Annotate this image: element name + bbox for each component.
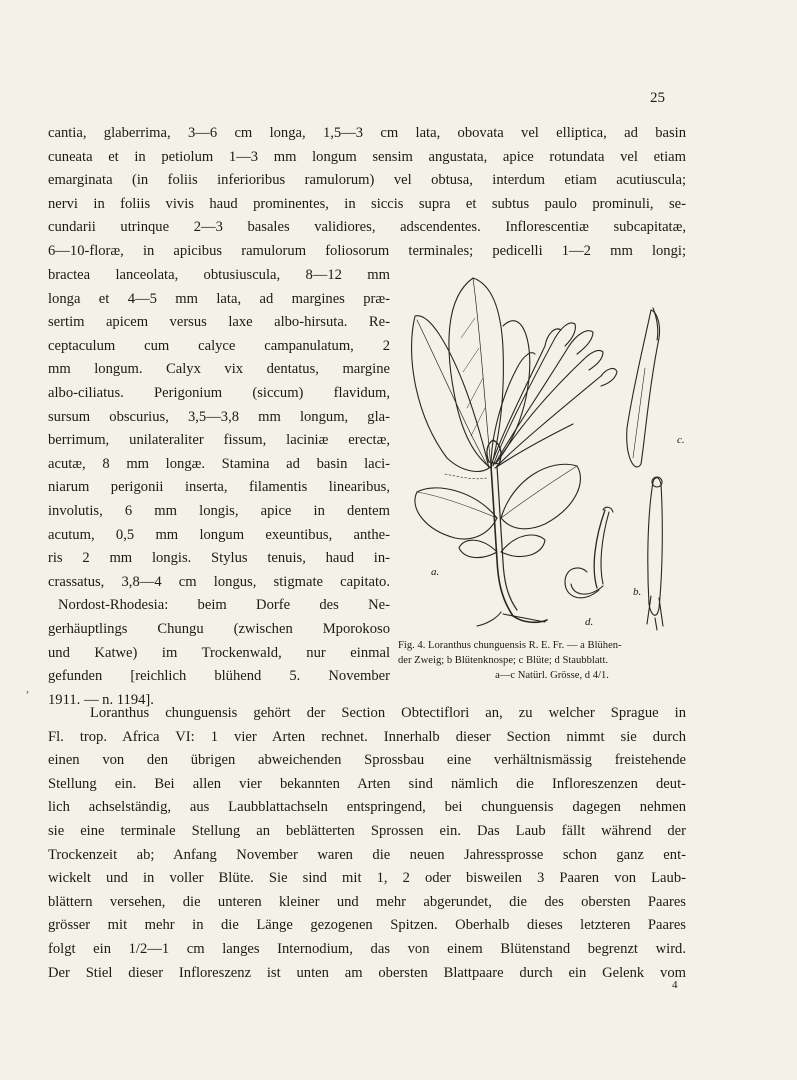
figure-illustration <box>405 268 717 638</box>
figure-label-d: d. <box>585 616 594 628</box>
caption-line: der Zweig; b Blütenknospe; c Blüte; d Staubblatt. <box>398 655 609 666</box>
text-line: Der Stiel dieser Infloreszenz ist unten am obersten Blattpaare durch ein Gelenk vom <box>48 964 686 981</box>
text-line: bractea lanceolata, obtusiuscula, 8—12 mm <box>48 267 390 283</box>
text-line: grösser mit mehr in die Länge gezogenen Spitzen. Oberhalb dieses letzteren Paares <box>48 917 686 934</box>
text-line: sie eine terminale Stellung an beblätterten Sprossen ein. Das Laub fällt während der <box>48 822 686 839</box>
page-number: 25 <box>650 90 665 106</box>
text-line: mm longum. Calyx vix dentatus, margine <box>48 361 390 378</box>
text-line: longa et 4—5 mm lata, ad margines præ- <box>48 290 390 307</box>
text-line: cantia, glaberrima, 3—6 cm longa, 1,5—3 cm lata, obovata vel elliptica, ad basin <box>48 125 686 141</box>
figure-label-b: b. <box>633 586 642 598</box>
figure-caption <box>398 638 706 683</box>
text-line: emarginata (in foliis inferioribus ramulorum) vel obtusa, interdum etiam acutiuscula; <box>48 172 686 189</box>
text-line: niarum perigonii inserta, filamentis linearibus, <box>48 479 390 496</box>
body-text-top <box>48 122 686 264</box>
text-line: ceptaculum cum calyce campanulatum, 2 <box>48 337 390 354</box>
text-line: crassatus, 3,8—4 cm longus, stigmate capitato. <box>48 573 390 590</box>
text-line: gerhäuptlings Chungu (zwischen Mporokoso <box>48 620 390 637</box>
text-line: wickelt und in voller Blüte. Sie sind mit 1, 2 oder bisweilen 3 Paaren von Laub- <box>48 870 686 887</box>
text-line: sursum obscurius, 3,5—3,8 mm longum, gla- <box>48 408 390 425</box>
text-line: acutæ, 8 mm longæ. Stamina ad basin laci- <box>48 455 390 472</box>
text-line: 1911. — n. 1194]. <box>48 691 154 708</box>
text-line: berrimum, unilateraliter fissum, laciniæ erectæ, <box>48 432 390 449</box>
text-line: ris 2 mm longis. Stylus tenuis, haud in- <box>48 550 390 567</box>
text-line: involutis, 6 mm longis, apice in dentem <box>48 502 390 519</box>
margin-mark: , <box>26 681 29 695</box>
figure-label-c: c. <box>677 434 685 446</box>
text-line: Nordost-Rhodesia: beim Dorfe des Ne- <box>58 597 390 614</box>
caption-line: a—c Natürl. Grösse, d 4/1. <box>495 670 609 681</box>
text-line: 6—10-floræ, in apicibus ramulorum foliosorum terminales; pedicelli 1—2 mm longi; <box>48 242 686 259</box>
figure-label-a: a. <box>431 566 440 578</box>
text-line: gefunden [reichlich blühend 5. November <box>48 668 390 685</box>
text-line: sertim apicem versus laxe albo-hirsuta. Re- <box>48 314 390 331</box>
text-line: acutum, 0,5 mm longum exeuntibus, anthe- <box>48 526 390 543</box>
text-line: und Katwe) im Trockenwald, nur einmal <box>48 644 390 661</box>
body-text-left-column <box>48 264 390 712</box>
text-line: blättern versehen, die unteren kleiner und mehr abgerundet, die des obersten Paares <box>48 893 686 910</box>
text-line: Fl. trop. Africa VI: 1 vier Arten rechnet. Innerhalb dieser Section nimmt sie durch <box>48 728 686 745</box>
loranthus-drawing <box>405 268 717 638</box>
body-text-bottom <box>48 702 686 985</box>
text-line: cundarii utrinque 2—3 basales validiores, adscendentes. Inflorescentiæ subcapitatæ, <box>48 219 686 236</box>
text-line: cuneata et in petiolum 1—3 mm longum sensim angustata, apice rotundata vel etiam <box>48 148 686 165</box>
text-line: folgt ein 1/2—1 cm langes Internodium, das von einem Blütenstand begrenzt wird. <box>48 940 686 957</box>
text-line: albo-ciliatus. Perigonium (siccum) flavidum, <box>48 384 390 401</box>
signature-mark: 4 <box>672 979 678 991</box>
text-line: nervi in foliis vivis haud prominentes, in siccis supra et subtus paulo prominuli, se- <box>48 195 686 212</box>
text-line: Stellung ein. Bei allen vier bekannten Arten sind nämlich die Infloreszenzen deut- <box>48 775 686 792</box>
caption-line: Fig. 4. Loranthus chunguensis R. E. Fr. — a Blühen- <box>398 640 622 651</box>
text-line: einen von den übrigen abweichenden Sprossbau eine verhältnismässig freistehende <box>48 752 686 769</box>
text-line: Trockenzeit ab; Anfang November waren die neuen Jahressprosse schon ganz ent- <box>48 846 686 863</box>
text-line: Loranthus chunguensis gehört der Section Obtectiflori an, zu welcher Sprague in <box>90 705 686 721</box>
text-line: lich achselständig, aus Laubblattachseln entspringend, bei chunguensis dagegen nehmen <box>48 799 686 816</box>
